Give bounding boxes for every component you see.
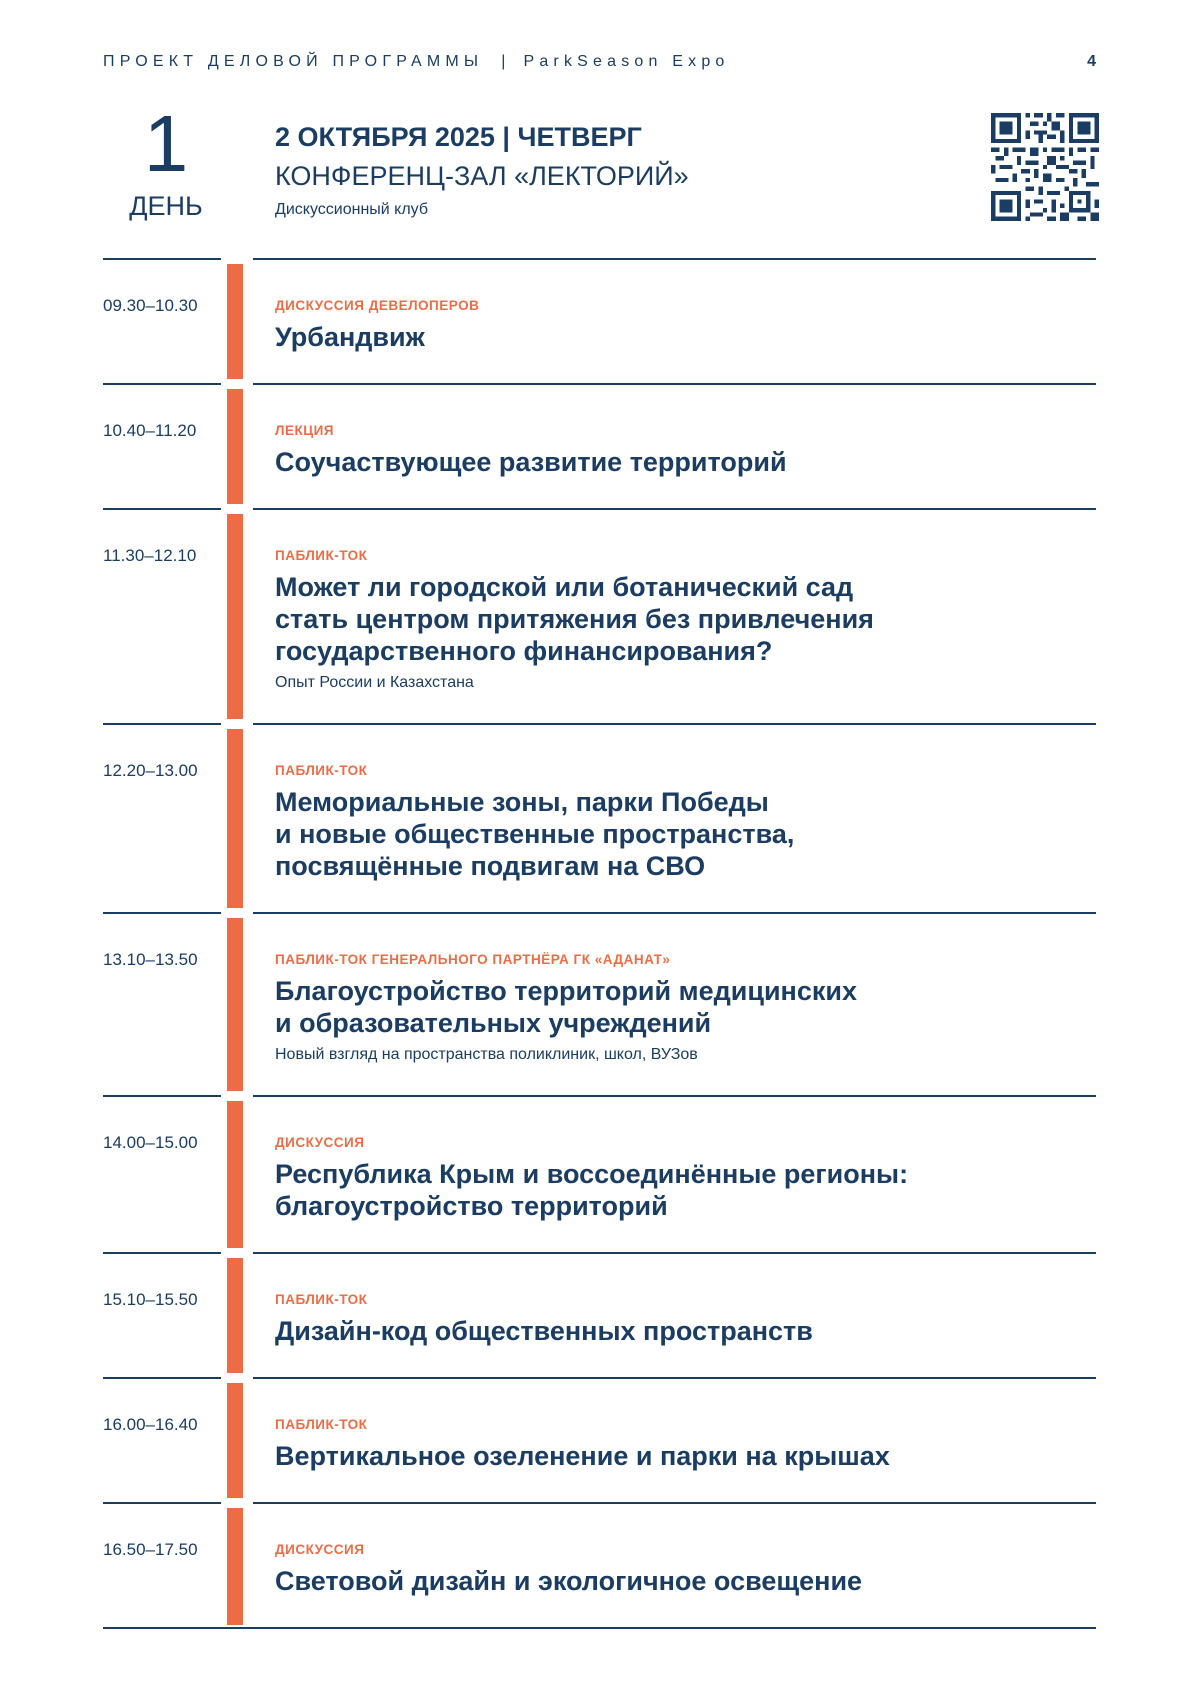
session-time: 16.00–16.40	[103, 1415, 198, 1434]
day-number: 1	[143, 99, 189, 188]
session-title: Дизайн-код общественных пространств	[275, 1316, 813, 1346]
timeline-bar	[227, 1383, 243, 1498]
event-format: Дискуссионный клуб	[275, 201, 429, 218]
session-time: 15.10–15.50	[103, 1290, 198, 1309]
event-date: 2 ОКТЯБРЯ 2025 | ЧЕТВЕРГ	[275, 122, 642, 152]
page-header	[103, 53, 730, 71]
session-category: ПАБЛИК-ТОК	[275, 1292, 368, 1307]
timeline-bar	[227, 389, 243, 504]
session-time: 14.00–15.00	[103, 1133, 198, 1152]
session-row	[103, 1252, 1096, 1377]
schedule-timeline	[103, 258, 1096, 1629]
session-time: 12.20–13.00	[103, 761, 198, 780]
session-time: 13.10–13.50	[103, 950, 198, 969]
session-time: 10.40–11.20	[103, 421, 197, 440]
timeline-bar	[227, 918, 243, 1091]
timeline-bar	[227, 1508, 243, 1625]
program-label: ПРОЕКТ ДЕЛОВОЙ ПРОГРАММЫ	[103, 53, 484, 70]
session-category: ДИСКУССИЯ ДЕВЕЛОПЕРОВ	[275, 298, 480, 313]
session-title: Световой дизайн и экологичное освещение	[275, 1566, 863, 1596]
timeline-bar	[227, 1101, 243, 1248]
session-category: ДИСКУССИЯ	[275, 1542, 365, 1557]
session-category: ЛЕКЦИЯ	[275, 423, 334, 438]
event-venue: КОНФЕРЕНЦ-ЗАЛ «ЛЕКТОРИЙ»	[275, 161, 689, 191]
session-time: 09.30–10.30	[103, 296, 198, 315]
timeline-bar	[227, 729, 243, 908]
header-separator: |	[501, 53, 506, 70]
session-title: Республика Крым и воссоединённые регионы: благоустройство территорий	[275, 1159, 909, 1221]
session-row	[103, 258, 1096, 383]
session-title: Соучаствующее развитие территорий	[275, 447, 787, 477]
session-title: Мемориальные зоны, парки Победы и новые общественные пространства, посвящённые подвигам на СВО	[275, 787, 795, 881]
session-category: ДИСКУССИЯ	[275, 1135, 365, 1150]
session-title: Урбандвиж	[275, 322, 425, 352]
session-row	[103, 723, 1096, 912]
session-category: ПАБЛИК-ТОК ГЕНЕРАЛЬНОГО ПАРТНЁРА ГК «АДАНАТ»	[275, 952, 671, 967]
session-category: ПАБЛИК-ТОК	[275, 763, 368, 778]
session-row	[103, 912, 1096, 1095]
session-row	[103, 1377, 1096, 1502]
session-row	[103, 508, 1096, 723]
session-note: Новый взгляд на пространства поликлиник, школ, ВУЗов	[275, 1046, 698, 1063]
session-title: Вертикальное озеленение и парки на крышах	[275, 1441, 890, 1471]
session-row	[103, 1095, 1096, 1252]
day-label: ДЕНЬ	[129, 191, 203, 221]
page-number: 4	[1087, 53, 1096, 70]
session-category: ПАБЛИК-ТОК	[275, 548, 368, 563]
session-time: 11.30–12.10	[103, 546, 197, 565]
session-title: Благоустройство территорий медицинских и образовательных учреждений	[275, 976, 857, 1038]
timeline-bar	[227, 1258, 243, 1373]
session-note: Опыт России и Казахстана	[275, 674, 474, 691]
expo-name: ParkSeason Expo	[523, 53, 730, 70]
session-category: ПАБЛИК-ТОК	[275, 1417, 368, 1432]
session-time: 16.50–17.50	[103, 1540, 198, 1559]
session-row	[103, 383, 1096, 508]
timeline-bar	[227, 514, 243, 719]
qr-code-icon[interactable]	[991, 113, 1099, 221]
timeline-bar	[227, 264, 243, 379]
session-title: Может ли городской или ботанический сад стать центром притяжения без привлечения государственного финансирования?	[275, 572, 874, 666]
session-row	[103, 1502, 1096, 1629]
